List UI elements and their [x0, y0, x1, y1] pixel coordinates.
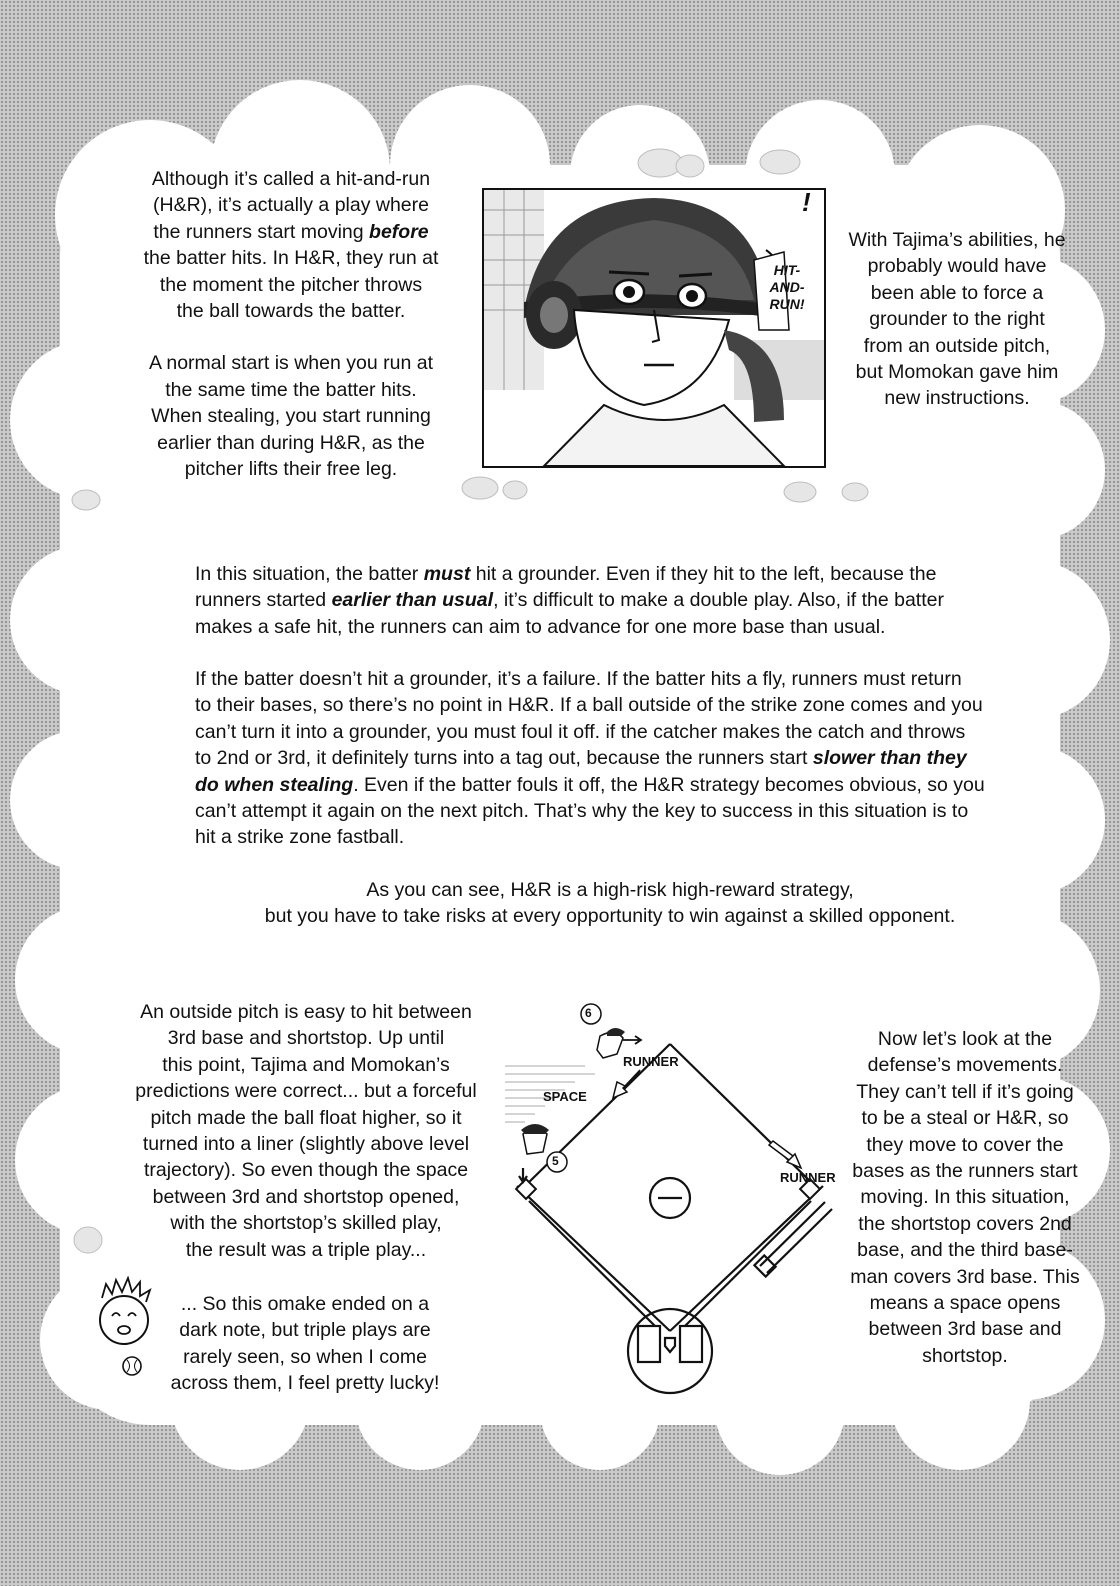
third-baseman-number: 5 — [552, 1154, 559, 1168]
intro-text: Although it’s called a hit-and-run (H&R), it’s actually a play where the runners start moving before the batter hits. In H&R, they run at the moment the pitcher throws the ball towards the batter. A normal start is when you run at the same time the batter hits. When stealing, you start running earlier than during H&R, as the pitcher lifts their free leg. — [143, 168, 439, 481]
outside-pitch-text: An outside pitch is easy to hit between 3rd base and shortstop. Up until this point, Tajima and Momokan’s predictions were correct... but a forceful pitch made the ball float higher, so it turned into a liner (slightly above level trajectory). So even though the space between 3rd and shortstop opened, with the shortstop’s skilled play, the result was a triple play... — [135, 1001, 477, 1261]
defense-text: Now let’s look at the defense’s movements. They can’t tell if it’s going to be a steal or H&R, so they move to cover the bases as the runners start moving. In this situation, the shortstop covers 2nd base, and the third base- man covers 3rd base. This means a space opens between 3rd base and shortstop. — [850, 1028, 1080, 1367]
batter-illustration — [484, 190, 824, 466]
failure-paragraph: If the batter doesn’t hit a grounder, it’s a failure. If the batter hits a fly, runners must return to their bases, so there’s no point in H&R. If a ball outside of the strike zone comes and you can’t turn it into a grounder, you must foul it off. if the catcher makes the catch and throws to 2nd or 3rd, it definitely turns into a tag out, because the runners start slower than they do when stealing. Even if the batter fouls it off, the H&R strategy becomes obvious, so you can’t attempt it again on the next pitch. That’s why the key to success in this situation is to hit a strike zone fastball. — [195, 668, 985, 849]
baseball-diagram — [505, 996, 835, 1411]
space-label: SPACE — [543, 1089, 587, 1104]
risk-paragraph: As you can see, H&R is a high-risk high-reward strategy, but you have to take risks at every opportunity to win against a skilled opponent. — [264, 879, 956, 928]
hit-and-run-sfx: HIT- AND- RUN! — [769, 262, 805, 312]
shortstop-number: 6 — [585, 1006, 592, 1020]
tajima-text: With Tajima’s abilities, he probably would have been able to force a grounder to the right from an outside pitch, but Momokan gave him new instructions. — [848, 229, 1066, 410]
grounder-paragraph: In this situation, the batter must hit a grounder. Even if they hit to the left, because the runners started earlier than usual, it’s difficult to make a double play. Also, if the batter makes a safe hit, the runners can aim to advance for one more base than usual. — [195, 563, 944, 638]
runner-right-label: RUNNER — [780, 1170, 836, 1185]
exclaim-sfx: ! — [802, 188, 811, 217]
runner-top-label: RUNNER — [623, 1054, 679, 1069]
author-mascot-icon — [92, 1276, 156, 1380]
omake-closing-text: ... So this omake ended on a dark note, but triple plays are rarely seen, so when I come across them, I feel pretty lucky! — [170, 1293, 440, 1395]
manga-panel — [482, 188, 826, 468]
